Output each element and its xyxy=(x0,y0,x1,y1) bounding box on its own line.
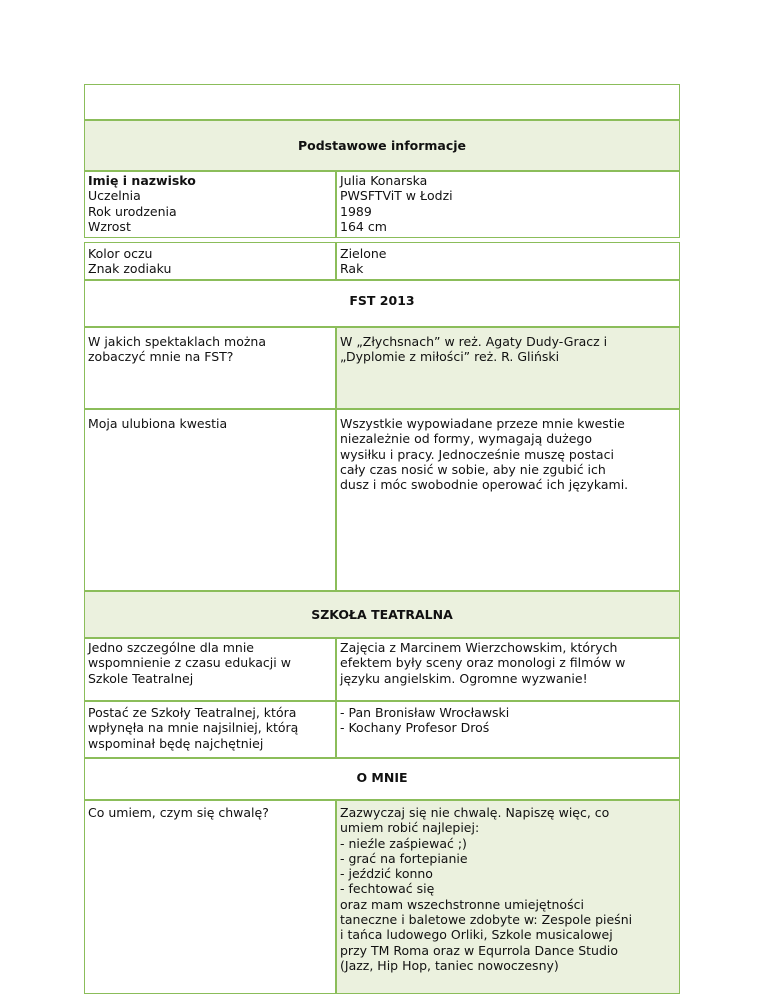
label-eye-color: Kolor oczu xyxy=(88,246,153,261)
fst-answer-1 xyxy=(336,327,680,409)
text-line: Postać ze Szkoły Teatralnej, która xyxy=(88,705,297,720)
text-line: - grać na fortepianie xyxy=(340,850,468,866)
value-zodiac: Rak xyxy=(340,261,364,277)
value-eye-color: Zielone xyxy=(340,246,387,261)
section-header-fst xyxy=(84,280,680,327)
basic-values-cell-2 xyxy=(336,242,680,280)
section-title: SZKOŁA TEATRALNA xyxy=(311,607,453,622)
text-line: - nieźle zaśpiewać ;) xyxy=(340,835,467,851)
text-line: niezależnie od formy, wymagają dużego xyxy=(340,431,592,447)
fst-answer-2 xyxy=(336,409,680,591)
text-line: Co umiem, czym się chwalę? xyxy=(88,805,269,820)
text-line: oraz mam wszechstronne umiejętności xyxy=(340,896,584,912)
text-line: dusz i móc swobodnie operować ich językami. xyxy=(340,477,629,493)
text-line: i tańca ludowego Orliki, Szkole musicalowej xyxy=(340,927,613,943)
value-name: Julia Konarska xyxy=(340,173,428,188)
value-birth-year: 1989 xyxy=(340,203,372,219)
text-line: - jeździć konno xyxy=(340,866,433,882)
value-height: 164 cm xyxy=(340,218,387,234)
text-line: (Jazz, Hip Hop, taniec nowoczesny) xyxy=(340,957,559,973)
basic-labels-cell-2 xyxy=(84,242,336,280)
school-answer-1 xyxy=(336,638,680,701)
text-line: wpłynęła na mnie najsilniej, którą xyxy=(88,720,299,736)
label-name: Imię i nazwisko xyxy=(88,173,196,188)
text-line: - Kochany Profesor Droś xyxy=(340,720,490,736)
school-answer-2 xyxy=(336,701,680,758)
text-line: cały czas nosić w sobie, aby nie zgubić ich xyxy=(340,461,606,477)
text-line: „Dyplomie z miłości” reż. R. Gliński xyxy=(340,349,560,365)
section-header-school xyxy=(84,591,680,638)
text-line: Szkole Teatralnej xyxy=(88,670,194,686)
value-university: PWSFTViT w Łodzi xyxy=(340,188,453,204)
text-line: - Pan Bronisław Wrocławski xyxy=(340,705,510,720)
text-line: języku angielskim. Ogromne wyzwanie! xyxy=(340,670,588,686)
about-question-1 xyxy=(84,800,336,994)
label-height: Wzrost xyxy=(88,218,131,234)
section-header-basic xyxy=(84,120,680,171)
school-question-1 xyxy=(84,638,336,701)
label-zodiac: Znak zodiaku xyxy=(88,261,172,277)
about-answer-1 xyxy=(336,800,680,994)
fst-question-2 xyxy=(84,409,336,591)
section-header-about xyxy=(84,758,680,800)
text-line: przy TM Roma oraz w Equrrola Dance Studio xyxy=(340,942,619,958)
label-university: Uczelnia xyxy=(88,188,141,204)
text-line: W jakich spektaklach można xyxy=(88,334,266,349)
text-line: Zazwyczaj się nie chwalę. Napiszę więc, co xyxy=(340,805,610,820)
text-line: Jedno szczególne dla mnie xyxy=(88,640,254,655)
text-line: wspominał będę najchętniej xyxy=(88,735,264,751)
text-line: efektem były sceny oraz monologi z filmów w xyxy=(340,655,626,671)
fst-question-1 xyxy=(84,327,336,409)
text-line: Wszystkie wypowiadane przeze mnie kwestie xyxy=(340,416,625,431)
basic-labels-cell xyxy=(84,171,336,238)
empty-title-row xyxy=(84,84,680,120)
text-line: Zajęcia z Marcinem Wierzchowskim, których xyxy=(340,640,618,655)
text-line: wysiłku i pracy. Jednocześnie muszę postaci xyxy=(340,446,614,462)
section-title: Podstawowe informacje xyxy=(297,138,467,153)
text-line: - fechtować się xyxy=(340,881,435,897)
text-line: umiem robić najlepiej: xyxy=(340,820,480,836)
text-line: zobaczyć mnie na FST? xyxy=(88,349,234,365)
text-line: Moja ulubiona kwestia xyxy=(88,416,228,431)
text-line: wspomnienie z czasu edukacji w xyxy=(88,655,291,671)
section-title: O MNIE xyxy=(356,770,408,785)
section-title: FST 2013 xyxy=(349,293,415,308)
label-birth-year: Rok urodzenia xyxy=(88,203,177,219)
text-line: taneczne i baletowe zdobyte w: Zespole pieśni xyxy=(340,912,633,928)
text-line: W „Złychsnach” w reż. Agaty Dudy-Gracz i xyxy=(340,334,608,349)
school-question-2 xyxy=(84,701,336,758)
basic-values-cell xyxy=(336,171,680,238)
